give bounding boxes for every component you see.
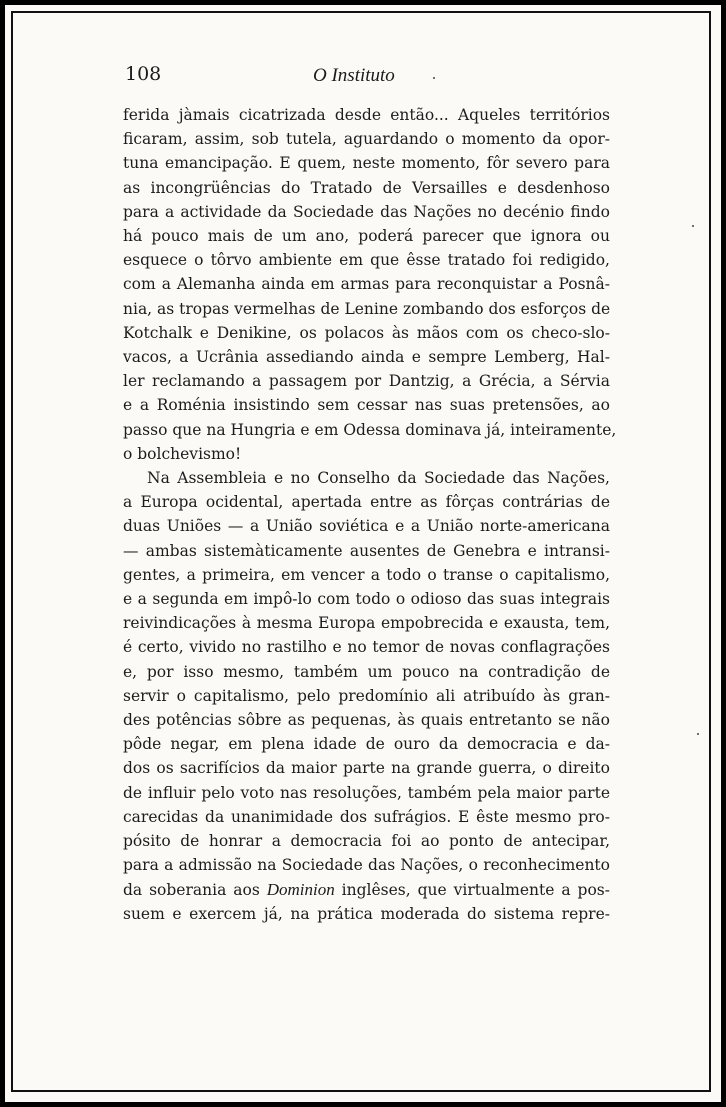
text-line: há pouco mais de um ano, poderá parecer que ignora ou [123, 227, 610, 246]
text-line-dominion [123, 878, 610, 902]
text-line: e, por isso mesmo, também um pouco na contradição de [123, 662, 610, 681]
text-line: as incongrüências do Tratado de Versailles e desdenhoso [123, 178, 610, 197]
page-number: 108 [125, 63, 162, 85]
text-line: e a Roménia insistindo sem cessar nas suas pretensões, ao [123, 396, 610, 415]
text-line: des potências sôbre as pequenas, às quais entretanto se não [123, 711, 610, 730]
text-segment: da soberania aos [123, 880, 267, 899]
text-line: — ambas sistemàticamente ausentes de Genebra e intransi- [123, 541, 610, 560]
text-line: pôde negar, em plena idade de ouro da democracia e da- [123, 735, 610, 754]
text-line: a Europa ocidental, apertada entre as fôrças contrárias de [123, 493, 610, 512]
text-line: para a actividade da Sociedade das Nações no decénio findo [123, 202, 610, 221]
text-line: e a segunda em impô-lo com todo o odioso das suas integrais [123, 590, 610, 609]
scan-speck [433, 77, 435, 79]
text-line: dos os sacrifícios da maior parte na grande guerra, o direito [123, 759, 610, 778]
text-line: ler reclamando a passagem por Dantzig, a Grécia, a Sérvia [123, 372, 610, 391]
text-line: de influir pelo voto nas resoluções, também pela maior parte [123, 783, 610, 802]
text-line: reivindicações à mesma Europa empobrecida e exausta, tem, [123, 614, 610, 633]
text-line: vacos, a Ucrânia assediando ainda e sempre Lemberg, Hal- [123, 348, 610, 367]
text-line: para a admissão na Sociedade das Nações, o reconhecimento [123, 856, 610, 875]
body-text [123, 103, 617, 926]
scan-speck [697, 733, 699, 735]
text-line: pósito de honrar a democracia foi ao ponto de antecipar, [123, 832, 610, 851]
text-line: suem e exercem já, na prática moderada do sistema repre- [123, 904, 610, 923]
text-line: servir o capitalismo, pelo predomínio ali atribuído às gran- [123, 686, 610, 705]
text-line: esquece o tôrvo ambiente em que êsse tratado foi redigido, [123, 251, 610, 270]
text-line: duas Uniões — a União soviética e a União norte-americana [123, 517, 610, 536]
text-line: Na Assembleia e no Conselho da Sociedade das Nações, [147, 469, 610, 488]
text-line: tuna emancipação. E quem, neste momento, fôr severo para [123, 154, 610, 173]
scan-speck [692, 225, 694, 227]
running-title: O Instituto [313, 65, 395, 86]
text-line: nia, as tropas vermelhas de Lenine zombando dos esforços de [123, 299, 611, 318]
text-line: Kotchalk e Denikine, os polacos às mãos com os checo-slo- [123, 323, 610, 342]
text-line: gentes, a primeira, em vencer a todo o transe o capitalismo, [123, 565, 610, 584]
text-line: com a Alemanha ainda em armas para reconquistar a Posnâ- [123, 275, 610, 294]
book-page [11, 11, 711, 1092]
text-line: passo que na Hungria e em Odessa dominava já, inteiramente, [123, 420, 617, 439]
text-line: o bolchevismo! [123, 444, 242, 463]
italic-term-dominion: Dominion [266, 879, 335, 899]
text-segment: inglêses, que virtualmente a pos- [334, 880, 610, 899]
text-line: carecidas da unanimidade dos sufrágios. E êste mesmo pro- [123, 807, 610, 826]
text-line: é certo, vivido no rastilho e no temor de novas conflagrações [123, 638, 610, 657]
text-line: ferida jàmais cicatrizada desde então... Aqueles territórios [123, 106, 610, 124]
text-line: ficaram, assim, sob tutela, aguardando o momento da opor- [123, 130, 610, 149]
